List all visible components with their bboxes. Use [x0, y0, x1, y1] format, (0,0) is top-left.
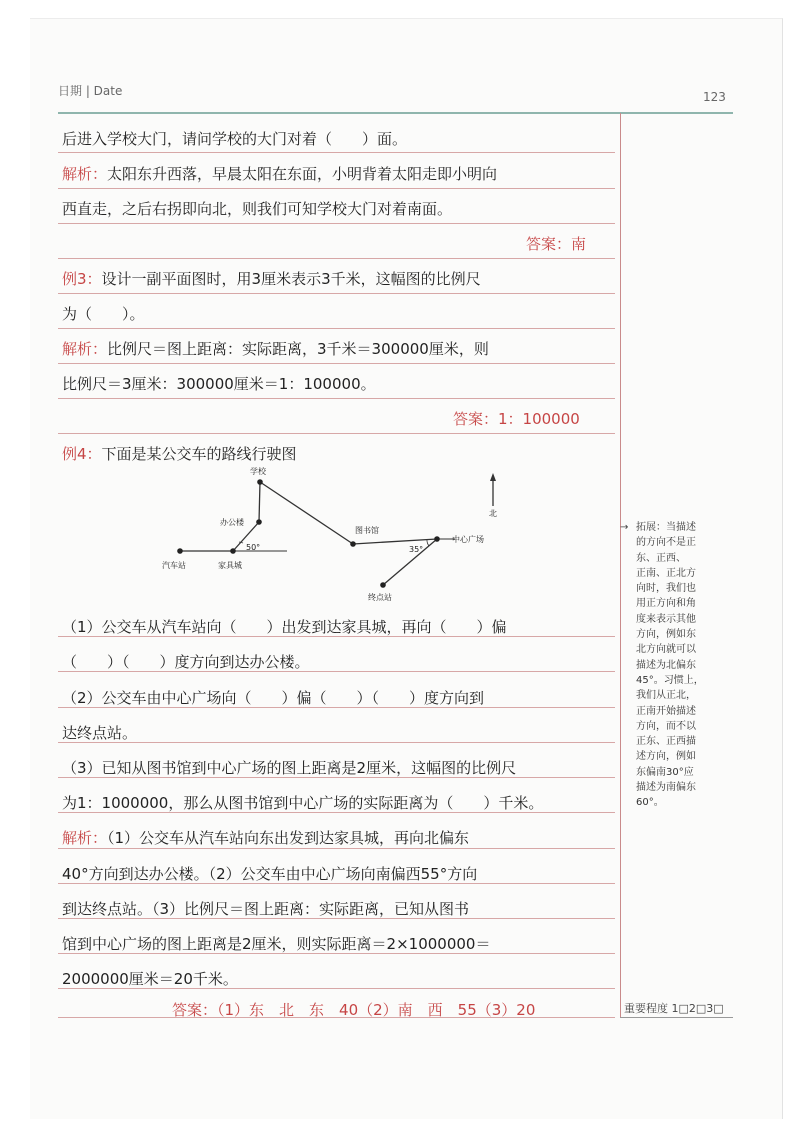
sidebar-line: 拓展：当描述: [636, 522, 696, 533]
route-segment: [353, 539, 437, 544]
text-line: [62, 269, 481, 289]
sidebar-line: 用正方向和角: [636, 598, 696, 610]
example-text: 下面是某公交车的路线行驶图: [101, 445, 297, 463]
answer-text: 答案：南: [526, 235, 587, 253]
importance-rating: 重要程度 1□2□3□: [624, 1002, 724, 1015]
example-text: 设计一副平面图时，用3厘米表示3千米，这幅图的比例尺: [101, 270, 481, 288]
sidebar-line: 描述为南偏东: [636, 782, 696, 794]
page-number: 123: [703, 90, 726, 104]
text-line: 为（ ）。: [62, 305, 145, 323]
stop-dot: [380, 582, 386, 588]
text-line: （2）公交车由中心广场向（ ）偏（ ）（ ）度方向到: [62, 689, 485, 707]
stop-dot: [230, 548, 236, 554]
sidebar-line: 正南、正北方: [636, 567, 696, 579]
analysis-text: 比例尺＝图上距离：实际距离，3千米＝300000厘米，则: [107, 340, 489, 358]
angle-35-label: 35°: [409, 545, 424, 554]
sidebar-line: 正南开始描述: [636, 705, 696, 717]
label-terminal: 终点站: [368, 593, 392, 602]
stop-dot: [177, 548, 183, 554]
text-line: [62, 339, 489, 359]
sidebar-line: 述方向，例如: [636, 751, 696, 763]
ruled-line: [58, 328, 615, 329]
text-line: [62, 444, 297, 464]
text-line: 比例尺＝3厘米：300000厘米＝1：100000。: [62, 375, 376, 393]
sidebar-line: 东、正西、: [636, 552, 686, 564]
answer-text: 答案：（1）东 北 东 40（2）南 西 55（3）20: [172, 1001, 536, 1019]
stop-dot: [434, 536, 440, 542]
sidebar-line: 60°。: [636, 797, 664, 809]
route-segment: [259, 482, 260, 522]
ruled-line: [58, 433, 615, 434]
sidebar-line: 的方向不是正: [636, 537, 696, 549]
ruled-line: [58, 293, 615, 294]
text-line: [62, 164, 497, 184]
sidebar-line: 东偏南30°应: [636, 766, 694, 778]
text-line: 2000000厘米＝20千米。: [62, 970, 238, 988]
answer-text: 答案：1：100000: [453, 410, 580, 428]
header-rule: [58, 112, 733, 114]
sidebar-line: 45°。习惯上，: [636, 674, 704, 686]
north-arrow-icon: [490, 473, 496, 481]
label-center-square: 中心广场: [452, 535, 484, 544]
bus-route-map: [150, 462, 520, 610]
angle-50-label: 50°: [246, 543, 261, 552]
text-line: 馆到中心广场的图上距离是2厘米，则实际距离＝2×1000000＝: [62, 935, 491, 953]
ruled-line: [58, 742, 615, 743]
text-line: 为1：1000000，那么从图书馆到中心广场的实际距离为（ ）千米。: [62, 794, 544, 812]
text-line: 达终点站。: [62, 724, 138, 742]
analysis-text: （1）公交车从汽车站向东出发到达家具城，再向北偏东: [107, 829, 470, 847]
text-line: 到达终点站。（3）比例尺＝图上距离：实际距离，已知从图书: [62, 900, 470, 918]
sidebar-line: 我们从正北，: [636, 690, 696, 702]
ruled-line: [58, 152, 615, 153]
text-line: 西直走，之后右拐即向北，则我们可知学校大门对着南面。: [62, 200, 453, 218]
sidebar-line: 描述为北偏东: [636, 659, 696, 671]
stop-dot: [256, 519, 262, 525]
example-label: 例3：: [62, 270, 102, 288]
sidebar-note: [636, 520, 728, 811]
route-segment: [260, 482, 353, 544]
sidebar-line: 向时，我们也: [636, 583, 696, 595]
margin-rule: [620, 113, 621, 1018]
label-bus-station: 汽车站: [162, 561, 186, 570]
sidebar-line: 方向，例如东: [636, 629, 696, 641]
ruled-line: [58, 188, 615, 189]
ruled-line: [58, 258, 615, 259]
text-line: 40°方向到达办公楼。（2）公交车由中心广场向南偏西55°方向: [62, 865, 478, 883]
analysis-label: 解析：: [62, 165, 108, 183]
stop-dot: [350, 541, 356, 547]
sidebar-line: 北方向就可以: [636, 644, 696, 656]
analysis-label: 解析：: [62, 340, 108, 358]
sidebar-line: 方向，而不以: [636, 720, 696, 732]
text-line: （1）公交车从汽车站向（ ）出发到达家具城，再向（ ）偏: [62, 618, 507, 636]
stop-dot: [257, 479, 263, 485]
text-line: （3）已知从图书馆到中心广场的图上距离是2厘米，这幅图的比例尺: [62, 759, 517, 777]
ruled-line: [58, 848, 615, 849]
text-line: [62, 828, 469, 848]
date-label: 日期 | Date: [58, 84, 123, 98]
analysis-label: 解析：: [62, 829, 108, 847]
label-school: 学校: [250, 467, 266, 476]
ruled-line: [58, 398, 615, 399]
ruled-line: [58, 223, 615, 224]
sidebar-line: 度来表示其他: [636, 613, 696, 625]
analysis-text: 太阳东升西落，早晨太阳在东面，小明背着太阳走即小明向: [107, 165, 498, 183]
text-line: （ ）（ ）度方向到达办公楼。: [62, 653, 310, 671]
label-library: 图书馆: [355, 526, 379, 535]
ruled-line: [58, 363, 615, 364]
label-office: 办公楼: [220, 518, 244, 527]
sidebar-arrow: →: [620, 522, 629, 533]
sidebar-line: 正东、正西描: [636, 736, 696, 748]
example-label: 例4：: [62, 445, 102, 463]
importance-rule: [620, 1017, 733, 1018]
label-furniture-mall: 家具城: [218, 561, 242, 570]
label-north: 北: [489, 509, 497, 518]
text-line: 后进入学校大门，请问学校的大门对着（ ）面。: [62, 130, 408, 148]
